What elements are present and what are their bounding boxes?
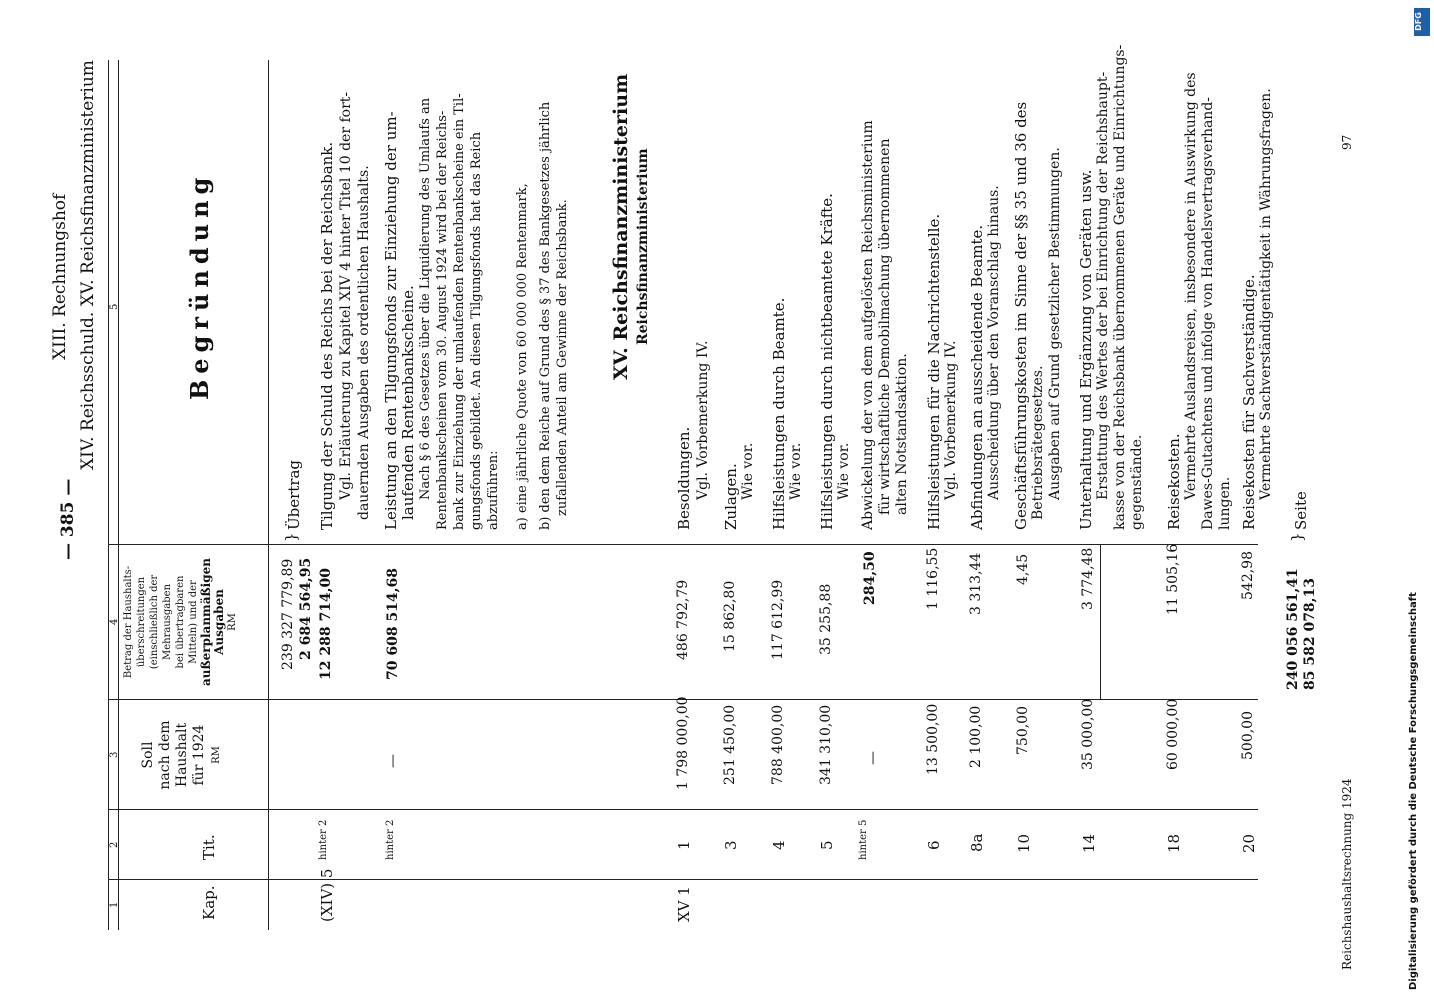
dfg-logo xyxy=(1414,8,1430,36)
col-header-soll-line: nach dem xyxy=(157,720,173,790)
col-header-betrag-line: überschreitungen xyxy=(136,576,147,668)
uebertrag-amount-1: 239 327 779,89 xyxy=(280,558,296,670)
tit-6: 6 xyxy=(925,840,943,850)
t20-title: Reisekosten für Sachverständige. xyxy=(1240,274,1258,530)
t10-text-line: Geschäftsführungskosten im Sinne der §§ 35 und 36 des xyxy=(1012,101,1030,530)
brace: } xyxy=(282,532,300,542)
t6-title: Hilfsleistungen für die Nachrichtenstelle. xyxy=(925,213,943,530)
col-header-soll-line: Haushalt xyxy=(174,722,190,788)
r1-text-line: Vgl. Erläuterung zu Kapitel XIV 4 hinter Titel 10 der fort- xyxy=(338,91,354,500)
col2-rule xyxy=(108,809,1258,810)
col-header-soll xyxy=(140,705,225,805)
col-header-betrag-unit: RM xyxy=(227,613,238,631)
t6-soll: 13 500,00 xyxy=(925,703,941,775)
r2-text-line: bank zur Einziehung der umlaufenden Rentenbankscheine ein Til- xyxy=(452,93,467,530)
tit-18: 18 xyxy=(1165,833,1183,853)
t14-amount: 3 774,48 xyxy=(1080,547,1096,610)
uebertrag-label: Übertrag xyxy=(285,459,303,530)
t14-text-line: Erstattung des Wertes der bei Einrichtung der Reichshaupt- xyxy=(1095,71,1111,500)
seite-amount-1: 240 056 561,41 xyxy=(1285,568,1301,690)
t20-text: Vermehrte Sachverständigentätigkeit in Währungsfragen. xyxy=(1258,88,1274,500)
t8a-title: Abfindungen an ausscheidende Beamte. xyxy=(968,224,986,530)
t20-amount: 542,98 xyxy=(1240,551,1256,600)
footer-right: 97 xyxy=(1340,134,1354,150)
col-header-betrag-line: Betrag der Haushalts- xyxy=(123,565,134,679)
column-number-rule xyxy=(118,60,119,930)
col-number-4: 4 xyxy=(109,618,120,625)
col-header-soll-unit: RM xyxy=(211,746,222,764)
uebertrag-amount-2: 2 684 564,95 xyxy=(298,557,314,660)
brace: } xyxy=(1288,532,1306,542)
col-header-betrag-line: außerplanmäßigen xyxy=(199,558,213,686)
t5b-amount: 284,50 xyxy=(862,551,878,605)
t18-amount: 11 505,16 xyxy=(1165,543,1181,615)
t10-text xyxy=(1013,102,1064,530)
tit-8a: 8a xyxy=(968,833,986,852)
t14-text xyxy=(1078,45,1146,530)
header-bottom-rule xyxy=(268,60,269,930)
col-header-tit: Tit. xyxy=(200,834,218,860)
t5-text: Wie vor. xyxy=(836,442,852,500)
t14-text-line: gegenstände. xyxy=(1129,434,1145,530)
col-header-begruendung: Begründung xyxy=(185,171,214,400)
col-header-betrag xyxy=(122,548,239,696)
digitization-note: Digitalisierung gefördert durch die Deutsche Forschungsgemeinschaft xyxy=(1408,592,1419,990)
tit-4: 4 xyxy=(770,840,788,850)
t5b-text-line: alten Notstandsaktion. xyxy=(894,353,910,515)
tit-5: 5 xyxy=(818,840,836,850)
t18-title: Reisekosten. xyxy=(1165,433,1183,530)
seite-rule xyxy=(1100,545,1101,700)
t4-text: Wie vor. xyxy=(788,442,804,500)
t20-soll: 500,00 xyxy=(1240,711,1256,760)
t10-soll: 750,00 xyxy=(1015,706,1031,755)
t5b-text-line: für wirtschaftliche Demobilmachung übernommenen xyxy=(877,138,893,515)
r2-text-line: b) den dem Reiche auf Grund des § 37 des Bankgesetzes jährlich xyxy=(538,101,553,530)
t6-amount: 1 116,55 xyxy=(925,547,941,610)
t8a-soll: 2 100,00 xyxy=(968,705,984,768)
t4-soll: 788 400,00 xyxy=(770,704,786,785)
dfg-logo-text: DFG xyxy=(1413,12,1423,31)
kap-xiv-5: (XIV) 5 xyxy=(318,868,336,922)
heading-xv: XV. Reichsfinanzministerium xyxy=(610,73,632,380)
t10-text-line: Betriebsrätegesetzes. xyxy=(1030,365,1046,520)
tit-20: 20 xyxy=(1240,833,1258,853)
r2-text-line: laufenden Rentenbankscheine. xyxy=(399,285,417,520)
t3-amount: 15 862,80 xyxy=(722,580,738,652)
t3-soll: 251 450,00 xyxy=(722,704,738,785)
t8a-amount: 3 313,44 xyxy=(968,552,984,615)
r2-text xyxy=(383,93,571,530)
t5-title: Hilfsleistungen durch nichtbeamtete Kräfte. xyxy=(818,193,836,530)
r2-amount: 70 608 514,68 xyxy=(385,567,401,680)
t14-text-line: kasse von der Reichsbank übernommenen Geräte und Einrichtungs- xyxy=(1112,44,1128,530)
t18-text-line: lungen. xyxy=(1217,476,1233,530)
t1-soll: 1 798 000,00 xyxy=(675,696,691,790)
t18-text-line: Vermehrte Auslandsreisen, insbesondere in Auswirkung des xyxy=(1183,72,1199,500)
t5b-text-line: Abwickelung der von dem aufgelösten Reichsministerium xyxy=(860,120,876,530)
table-top-rule xyxy=(108,60,109,930)
col1-rule xyxy=(108,879,1258,880)
tit-hinter-5: hinter 5 xyxy=(858,819,869,860)
t18-text-line: Dawes-Gutachtens und infolge von Handelsvertragsverhand- xyxy=(1200,96,1216,530)
t5b-soll: — xyxy=(865,751,881,765)
tit-14: 14 xyxy=(1080,833,1098,853)
r2-text-line: gungsfonds gebildet. An diesen Tilgungsfonds hat das Reich xyxy=(469,131,484,530)
t6-text: Vgl. Vorbemerkung IV. xyxy=(943,340,959,500)
r2-text-line: zufallenden Anteil am Gewinne der Reichsbank. xyxy=(555,199,570,516)
col-header-betrag-line: Mitteln) und der xyxy=(188,580,199,664)
col-header-soll-line: für 1924 xyxy=(191,724,207,786)
t10-text-line: Ausgaben auf Grund gesetzlicher Bestimmungen. xyxy=(1047,147,1063,500)
r1-title: Tilgung der Schuld des Reichs bei der Reichsbank. xyxy=(318,141,336,530)
section-title-2: XIV. Reichsschuld. XV. Reichsfinanzministerium xyxy=(78,60,98,470)
col-number-3: 3 xyxy=(109,751,120,758)
t5-amount: 35 255,88 xyxy=(818,583,834,655)
t1-amount: 486 792,79 xyxy=(675,579,691,660)
col-number-1: 1 xyxy=(109,901,120,908)
seite-label: Seite xyxy=(1292,491,1310,530)
r2-text-line: abzuführen: xyxy=(486,450,501,530)
col-header-betrag-line: Ausgaben xyxy=(212,589,226,655)
t18-text xyxy=(1183,72,1234,530)
t1-text: Vgl. Vorbemerkung IV. xyxy=(695,340,711,500)
r2-text-line: Leistung an den Tilgungsfonds zur Einziehung der um- xyxy=(382,111,400,530)
page-number: — 385 — xyxy=(58,478,78,560)
col-number-2: 2 xyxy=(109,841,120,848)
t8a-text: Ausscheidung über den Voranschlag hinaus. xyxy=(986,185,1002,500)
col4-rule xyxy=(108,544,1258,545)
seite-amount-2: 85 582 078,13 xyxy=(1302,577,1318,690)
col-header-soll-line: Soll xyxy=(140,741,156,769)
t14-soll: 35 000,00 xyxy=(1080,698,1096,770)
tit-hinter-2: hinter 2 xyxy=(385,819,396,860)
r2-text-line: Nach § 6 des Gesetzes über die Liquidierung des Umlaufs an xyxy=(418,97,433,500)
r1-amount: 12 288 714,00 xyxy=(318,567,334,680)
r2-text-line: a) eine jährliche Quote von 60 000 000 Rentenmark, xyxy=(515,183,530,530)
t3-text: Wie vor. xyxy=(740,442,756,500)
footer-left: Reichshaushaltsrechnung 1924 xyxy=(1340,778,1354,970)
col-header-betrag-line: Mehrausgaben xyxy=(162,583,173,661)
col-number-5: 5 xyxy=(109,303,120,310)
section-title-1: XIII. Rechnungshof xyxy=(50,193,70,360)
r2-text-line: Rentenbankscheinen vom 30. August 1924 wird bei der Reichs- xyxy=(435,110,450,530)
t1-title: Besoldungen. xyxy=(675,426,693,530)
t14-text-line: Unterhaltung und Ergänzung von Geräten usw. xyxy=(1077,169,1095,530)
col-header-kap: Kap. xyxy=(200,885,218,920)
tit-hinter-2: hinter 2 xyxy=(318,819,329,860)
tit-10: 10 xyxy=(1015,833,1033,853)
col-header-betrag-line: (einschließlich der xyxy=(149,574,160,670)
r1-text-line: dauernden Ausgaben des ordentlichen Haushalts. xyxy=(356,165,372,520)
heading-xv-sub: Reichsfinanzministerium xyxy=(635,148,651,345)
col-header-betrag-line: bei übertragbaren xyxy=(175,575,186,669)
t18-soll: 60 000,00 xyxy=(1165,698,1181,770)
t4-amount: 117 612,99 xyxy=(770,579,786,660)
r2-soll: — xyxy=(385,754,401,768)
t5-soll: 341 310,00 xyxy=(818,704,834,785)
t10-amount: 4,45 xyxy=(1015,553,1031,585)
tit-3: 3 xyxy=(722,840,740,850)
kap-xv-1: XV 1 xyxy=(675,886,693,922)
tit-1: 1 xyxy=(675,840,693,850)
t4-title: Hilfsleistungen durch Beamte. xyxy=(770,297,788,530)
t5b-text xyxy=(860,120,911,530)
t3-title: Zulagen. xyxy=(722,463,740,530)
